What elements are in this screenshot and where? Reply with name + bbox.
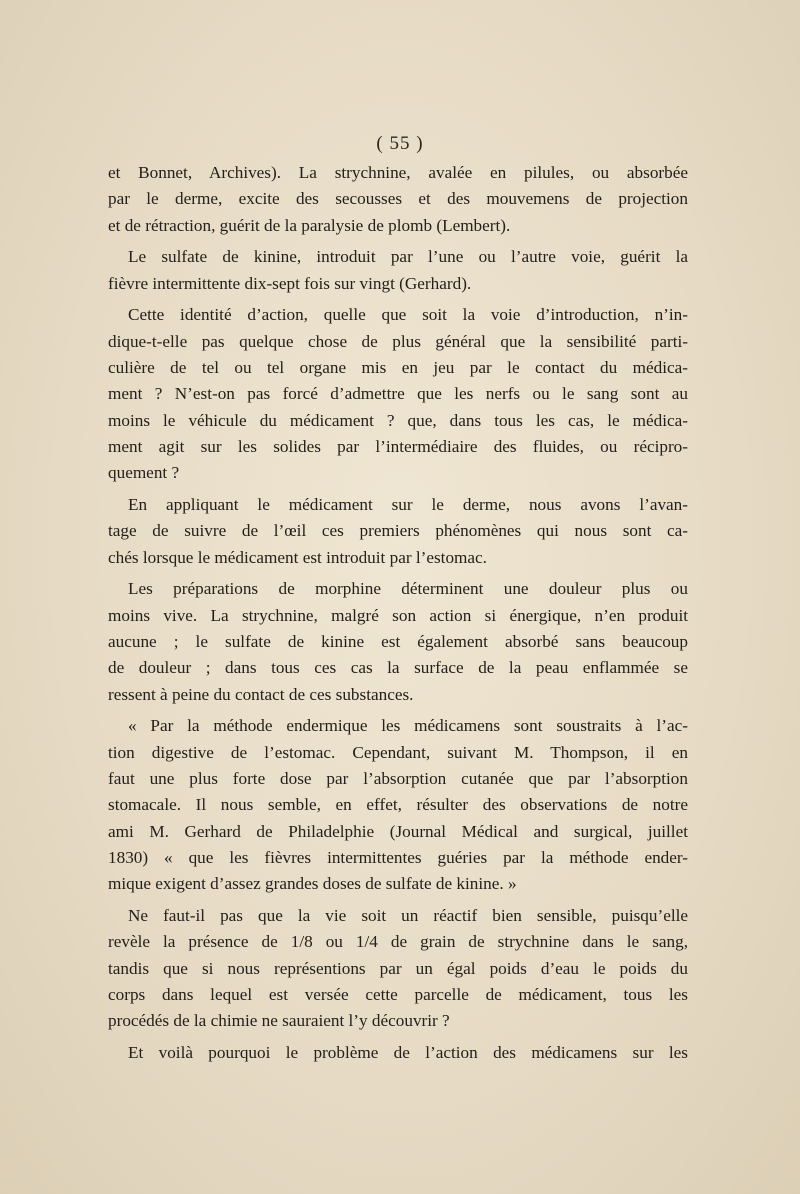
paragraph — [108, 903, 688, 1034]
text-line: ami M. Gerhard de Philadelphie (Journal Médical and surgical, juillet — [108, 821, 688, 841]
text-line: ressent à peine du contact de ces substances. — [108, 684, 414, 704]
text-line: dique-t-elle pas quelque chose de plus général que la sensibilité parti- — [108, 331, 688, 351]
text-line: ment agit sur les solides par l’intermédiaire des fluides, ou récipro- — [108, 436, 688, 456]
text-line: « Par la méthode endermique les médicamens sont soustraits à l’ac- — [128, 716, 688, 736]
text-line: En appliquant le médicament sur le derme, nous avons l’avan- — [128, 495, 688, 515]
text-line: revèle la présence de 1/8 ou 1/4 de grain de strychnine dans le sang, — [108, 932, 688, 952]
text-line: ment ? N’est-on pas forcé d’admettre que les nerfs ou le sang sont au — [108, 384, 688, 404]
text-line: aucune ; le sulfate de kinine est également absorbé sans beaucoup — [108, 632, 688, 652]
text-line: quement ? — [108, 463, 180, 483]
text-line: Et voilà pourquoi le problème de l’action des médicamens sur les — [128, 1043, 688, 1062]
text-line: par le derme, excite des secousses et des mouvemens de projection — [108, 189, 688, 209]
text-line: stomacale. Il nous semble, en effet, résulter des observations de notre — [108, 795, 688, 815]
text-line: 1830) « que les fièvres intermittentes guéries par la méthode ender- — [108, 847, 688, 867]
text-line: faut une plus forte dose par l’absorption cutanée que par l’absorption — [108, 769, 688, 789]
text-line: Les préparations de morphine déterminent une douleur plus ou — [128, 579, 688, 599]
paragraph — [108, 1040, 688, 1066]
page-number: ( 55 ) — [376, 133, 424, 154]
text-line: fièvre intermittente dix-sept fois sur vingt (Gerhard). — [108, 273, 472, 293]
paragraph — [108, 576, 688, 707]
text-line: et de rétraction, guérit de la paralysie de plomb (Lembert). — [108, 215, 511, 235]
text-line: et Bonnet, Archives). La strychnine, avalée en pilules, ou absorbée — [108, 163, 688, 182]
paragraph — [108, 160, 688, 239]
paragraph — [108, 244, 688, 297]
body-text — [108, 160, 688, 1072]
paragraph — [108, 492, 688, 571]
text-line: Cette identité d’action, quelle que soit la voie d’introduction, n’in- — [128, 305, 688, 325]
text-line: Ne faut-il pas que la vie soit un réactif bien sensible, puisqu’elle — [128, 906, 688, 926]
text-line: procédés de la chimie ne sauraient l’y découvrir ? — [108, 1011, 450, 1031]
text-line: corps dans lequel est versée cette parcelle de médicament, tous les — [108, 984, 688, 1004]
text-line: chés lorsque le médicament est introduit par l’estomac. — [108, 547, 487, 567]
text-line: tage de suivre de l’œil ces premiers phénomènes qui nous sont ca- — [108, 521, 688, 541]
text-line: mique exigent d’assez grandes doses de sulfate de kinine. » — [108, 874, 517, 894]
text-line: tion digestive de l’estomac. Cependant, suivant M. Thompson, il en — [108, 742, 688, 762]
text-line: de douleur ; dans tous ces cas la surface de la peau enflammée se — [108, 658, 688, 678]
text-line: moins vive. La strychnine, malgré son action si énergique, n’en produit — [108, 605, 688, 625]
text-line: culière de tel ou tel organe mis en jeu par le contact du médica- — [108, 358, 688, 378]
text-line: Le sulfate de kinine, introduit par l’une ou l’autre voie, guérit la — [128, 247, 688, 267]
text-line: tandis que si nous représentions par un égal poids d’eau le poids du — [108, 958, 688, 978]
text-line: moins le véhicule du médicament ? que, dans tous les cas, le médica- — [108, 410, 688, 430]
paragraph — [108, 713, 688, 897]
paragraph — [108, 302, 688, 486]
